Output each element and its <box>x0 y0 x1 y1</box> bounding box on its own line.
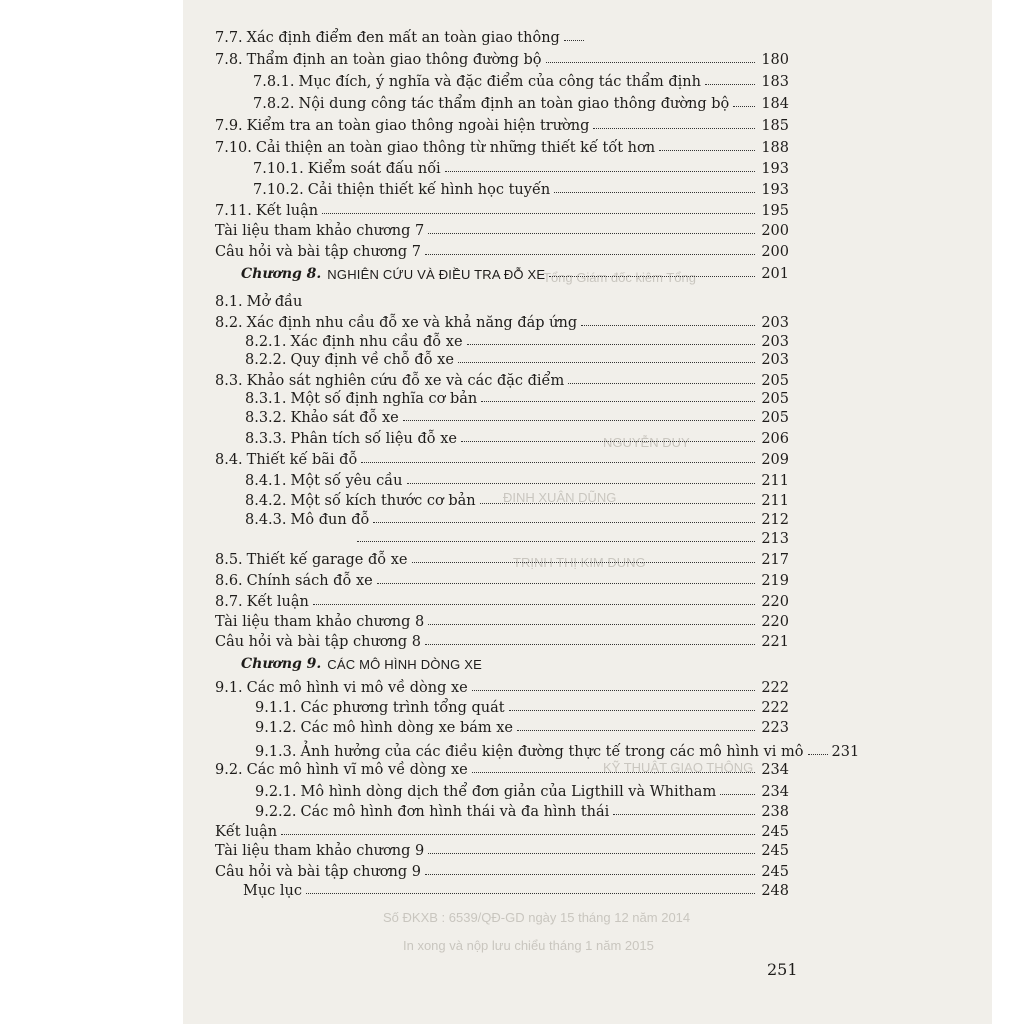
toc-entry <box>245 489 789 509</box>
dot-leader <box>472 690 755 691</box>
toc-entry-number: 8.4. <box>215 452 243 468</box>
toc-entry <box>253 70 789 90</box>
dot-leader <box>467 344 755 345</box>
dot-leader <box>509 710 755 711</box>
toc-page-number: 201 <box>761 266 789 282</box>
toc-entry <box>245 427 789 447</box>
toc-entry <box>215 860 789 880</box>
toc-entry-number: 8.1. <box>215 294 243 310</box>
toc-entry <box>253 157 789 177</box>
toc-entry-number: 7.9. <box>215 118 243 134</box>
toc-entry-title: Thiết kế bãi đỗ <box>246 452 358 468</box>
toc-entry <box>353 527 789 547</box>
chapter-title: NGHIÊN CỨU VÀ ĐIỀU TRA ĐỖ XE <box>327 267 546 282</box>
toc-entry <box>245 469 789 489</box>
toc-entry-title: Thẩm định an toàn giao thông đường bộ <box>246 52 542 68</box>
toc-entry-title: Câu hỏi và bài tập chương 7 <box>215 244 421 260</box>
chapter-title: CÁC MÔ HÌNH DÒNG XE <box>327 657 483 672</box>
dot-leader <box>306 893 755 894</box>
toc-entry-title: Mở đầu <box>246 294 303 310</box>
chapter-heading <box>241 262 789 282</box>
dot-leader <box>613 814 755 815</box>
toc-entry-title: Quy định về chỗ đỗ xe <box>290 352 454 368</box>
toc-entry-title: Cải thiện thiết kế hình học tuyến <box>307 182 551 198</box>
toc-entry <box>255 740 860 760</box>
toc-page-number: 245 <box>761 864 789 880</box>
toc-entry-title: Ảnh hưởng của các điều kiện đường thực tế trong các mô hình vi mô <box>300 744 804 760</box>
toc-page-number: 223 <box>761 720 789 736</box>
dot-leader <box>593 128 755 129</box>
toc-entry <box>215 630 789 650</box>
dot-leader <box>461 441 755 442</box>
toc-page-number: 234 <box>761 784 789 800</box>
toc-entry-number: 8.7. <box>215 594 243 610</box>
dot-leader <box>568 383 755 384</box>
scan-margin-right <box>992 0 1024 1024</box>
toc-entry <box>215 839 789 859</box>
toc-page-number: 205 <box>761 391 789 407</box>
toc-entry <box>253 178 789 198</box>
toc-entry <box>253 92 789 112</box>
toc-entry-number: 8.4.1. <box>245 473 287 489</box>
toc-entry <box>215 676 789 696</box>
toc-entry <box>245 330 789 350</box>
toc-page-number: 180 <box>761 52 789 68</box>
toc-entry-number: 7.10.1. <box>253 161 304 177</box>
dot-leader <box>458 362 755 363</box>
dot-leader <box>281 834 755 835</box>
toc-entry-number: 8.6. <box>215 573 243 589</box>
dot-leader <box>549 276 755 277</box>
toc-page-number: 203 <box>761 352 789 368</box>
toc-entry <box>215 369 789 389</box>
page-number: 251 <box>767 960 798 979</box>
toc-page-number: 219 <box>761 573 789 589</box>
toc-entry-title: Mô hình dòng dịch thể đơn giản của Ligthill và Whitham <box>300 784 717 800</box>
toc-entry <box>215 219 789 239</box>
bleed-through-text: Số ĐKXB : 6539/QĐ-GD ngày 15 tháng 12 năm 2014 <box>383 910 691 925</box>
toc-entry <box>215 569 789 589</box>
toc-entry-number: 9.2.1. <box>255 784 297 800</box>
dot-leader <box>322 213 755 214</box>
chapter-heading <box>241 652 541 672</box>
dot-leader <box>428 624 755 625</box>
toc-entry <box>215 610 789 630</box>
toc-entry-title: Kết luận <box>255 203 319 219</box>
toc-entry-title: Mô đun đỗ <box>290 512 370 528</box>
toc-entry-number: 7.11. <box>215 203 252 219</box>
scan-margin-left <box>0 0 183 1024</box>
dot-leader <box>373 522 755 523</box>
toc-entry-title: Một số định nghĩa cơ bản <box>290 391 478 407</box>
toc-page-number: 200 <box>761 223 789 239</box>
bleed-through-text: Tổng Giám đốc kiêm Tổng <box>543 270 696 285</box>
toc-entry-number: 9.1. <box>215 680 243 696</box>
toc-entry <box>245 508 789 528</box>
toc-page-number: 238 <box>761 804 789 820</box>
toc-page-number: 217 <box>761 552 789 568</box>
toc-entry-title: Các mô hình dòng xe bám xe <box>300 720 513 736</box>
bleed-through-text: TRỊNH THỊ KIM DUNG <box>513 555 646 570</box>
toc-entry-title: Câu hỏi và bài tập chương 8 <box>215 634 421 650</box>
dot-leader <box>377 583 755 584</box>
toc-entry-number: 8.4.2. <box>245 493 287 509</box>
toc-entry <box>255 780 789 800</box>
toc-page-number: 185 <box>761 118 789 134</box>
toc-entry-title: Tài liệu tham khảo chương 8 <box>215 614 425 630</box>
toc-entry-title: Xác định điểm đen mất an toàn giao thông <box>246 30 560 46</box>
toc-page-number: 200 <box>761 244 789 260</box>
toc-page-number: 222 <box>761 680 789 696</box>
toc-entry <box>215 311 789 331</box>
toc-page-number: 211 <box>761 473 789 489</box>
toc-entry-title: Các phương trình tổng quát <box>300 700 505 716</box>
toc-entry-title: Câu hỏi và bài tập chương 9 <box>215 864 421 880</box>
dot-leader <box>480 503 755 504</box>
toc-entry-number: 7.7. <box>215 30 243 46</box>
dot-leader <box>546 62 756 63</box>
toc-entry-title: Một số yêu cầu <box>290 473 403 489</box>
toc-entry-number: 8.4.3. <box>245 512 287 528</box>
toc-entry-title: Chính sách đỗ xe <box>246 573 373 589</box>
toc-entry <box>245 348 789 368</box>
table-of-contents <box>183 0 992 1024</box>
toc-entry-title: Các mô hình đơn hình thái và đa hình thái <box>300 804 610 820</box>
toc-entry-number: 8.5. <box>215 552 243 568</box>
toc-entry <box>215 820 789 840</box>
toc-entry-title: Thiết kế garage đỗ xe <box>246 552 408 568</box>
toc-entry <box>215 136 789 156</box>
toc-entry <box>215 448 789 468</box>
toc-entry <box>215 758 789 778</box>
dot-leader <box>412 562 756 563</box>
dot-leader <box>720 794 755 795</box>
dot-leader <box>428 233 755 234</box>
bleed-through-text: In xong và nộp lưu chiểu tháng 1 năm 2015 <box>403 938 654 953</box>
toc-entry-title: Cải thiện an toàn giao thông từ những thiết kế tốt hơn <box>255 140 656 156</box>
toc-page-number: 212 <box>761 512 789 528</box>
toc-entry-title: Tài liệu tham khảo chương 7 <box>215 223 425 239</box>
book-page <box>183 0 992 1024</box>
dot-leader <box>445 171 755 172</box>
dot-leader <box>705 84 755 85</box>
toc-page-number: 220 <box>761 614 789 630</box>
toc-entry-number: 7.10.2. <box>253 182 304 198</box>
toc-page-number: 220 <box>761 594 789 610</box>
toc-page-number: 231 <box>831 744 860 760</box>
toc-entry-number: 7.8.1. <box>253 74 295 90</box>
toc-page-number: 195 <box>761 203 789 219</box>
dot-leader <box>733 106 755 107</box>
toc-page-number: 221 <box>761 634 789 650</box>
toc-entry-number: 9.2. <box>215 762 243 778</box>
toc-entry-title: Các mô hình vĩ mô về dòng xe <box>246 762 468 778</box>
toc-entry-number: 8.3.3. <box>245 431 287 447</box>
toc-page-number: 193 <box>761 182 789 198</box>
toc-page-number: 234 <box>761 762 789 778</box>
toc-entry-number: 8.3.1. <box>245 391 287 407</box>
toc-entry-number: 8.3.2. <box>245 410 287 426</box>
toc-page-number: 222 <box>761 700 789 716</box>
toc-entry <box>215 199 789 219</box>
toc-entry-number: 8.2.1. <box>245 334 287 350</box>
dot-leader <box>407 483 755 484</box>
toc-entry-number: 8.2. <box>215 315 243 331</box>
toc-entry-title: Phân tích số liệu đỗ xe <box>290 431 457 447</box>
toc-entry-number: 9.2.2. <box>255 804 297 820</box>
toc-entry-title: Mục đích, ý nghĩa và đặc điểm của công tác thẩm định <box>298 74 701 90</box>
dot-leader <box>564 40 584 41</box>
toc-page-number: 205 <box>761 373 789 389</box>
toc-entry-title: Khảo sát đỗ xe <box>290 410 399 426</box>
toc-entry <box>215 240 789 260</box>
toc-entry <box>245 387 789 407</box>
toc-page-number: 183 <box>761 74 789 90</box>
dot-leader <box>425 644 755 645</box>
toc-entry-number: 8.3. <box>215 373 243 389</box>
toc-entry-title: Các mô hình vi mô về dòng xe <box>246 680 468 696</box>
dot-leader <box>554 192 755 193</box>
toc-page-number: 248 <box>761 883 789 899</box>
toc-entry <box>215 26 560 46</box>
toc-entry-title: Mục lục <box>243 883 303 899</box>
toc-entry <box>215 590 789 610</box>
toc-entry-number: 7.8.2. <box>253 96 295 112</box>
dot-leader <box>357 541 755 542</box>
toc-entry-number: 9.1.2. <box>255 720 297 736</box>
dot-leader <box>428 853 755 854</box>
toc-entry-title: Khảo sát nghiên cứu đỗ xe và các đặc điểm <box>246 373 565 389</box>
toc-entry-title: Kiểm tra an toàn giao thông ngoài hiện trường <box>246 118 590 134</box>
toc-entry-title: Xác định nhu cầu đỗ xe <box>290 334 463 350</box>
toc-page-number: 184 <box>761 96 789 112</box>
toc-entry-title: Xác định nhu cầu đỗ xe và khả năng đáp ứng <box>246 315 578 331</box>
toc-entry <box>243 879 789 899</box>
bleed-through-text: KỸ THUẬT GIAO THÔNG <box>603 760 754 775</box>
dot-leader <box>659 150 755 151</box>
toc-entry-title: Kiểm soát đấu nối <box>307 161 441 177</box>
toc-entry <box>255 696 789 716</box>
dot-leader <box>425 254 755 255</box>
toc-entry <box>215 290 415 310</box>
toc-entry-number: 8.2.2. <box>245 352 287 368</box>
toc-page-number: 213 <box>761 531 789 547</box>
toc-entry-title: Tài liệu tham khảo chương 9 <box>215 843 425 859</box>
toc-entry <box>215 48 789 68</box>
toc-entry-title: Một số kích thước cơ bản <box>290 493 476 509</box>
bleed-through-text: ĐINH XUÂN DŨNG <box>503 490 617 505</box>
dot-leader <box>481 401 755 402</box>
toc-entry-title: Nội dung công tác thẩm định an toàn giao thông đường bộ <box>298 96 730 112</box>
dot-leader <box>472 772 755 773</box>
toc-entry <box>255 716 789 736</box>
dot-leader <box>361 462 755 463</box>
toc-page-number: 188 <box>761 140 789 156</box>
toc-page-number: 209 <box>761 452 789 468</box>
toc-entry <box>255 800 789 820</box>
toc-entry-title: Kết luận <box>246 594 309 610</box>
dot-leader <box>808 754 828 755</box>
toc-entry <box>215 114 789 134</box>
dot-leader <box>517 730 755 731</box>
chapter-label: Chương 8. <box>241 266 322 282</box>
toc-page-number: 245 <box>761 843 789 859</box>
dot-leader <box>403 420 755 421</box>
chapter-label: Chương 9. <box>241 656 322 672</box>
toc-entry-number: 7.10. <box>215 140 252 156</box>
bleed-through-text: NGUYỄN DUY <box>603 435 690 450</box>
toc-entry <box>215 548 789 568</box>
toc-page-number: 211 <box>761 493 789 509</box>
dot-leader <box>313 604 755 605</box>
toc-entry <box>245 406 789 426</box>
toc-page-number: 206 <box>761 431 789 447</box>
toc-entry-number: 7.8. <box>215 52 243 68</box>
toc-page-number: 193 <box>761 161 789 177</box>
toc-page-number: 203 <box>761 315 789 331</box>
toc-page-number: 203 <box>761 334 789 350</box>
toc-entry-title: Kết luận <box>215 824 278 840</box>
toc-entry-number: 9.1.3. <box>255 744 297 760</box>
dot-leader <box>425 874 755 875</box>
dot-leader <box>581 325 755 326</box>
toc-entry-number: 9.1.1. <box>255 700 297 716</box>
toc-page-number: 245 <box>761 824 789 840</box>
toc-page-number: 205 <box>761 410 789 426</box>
